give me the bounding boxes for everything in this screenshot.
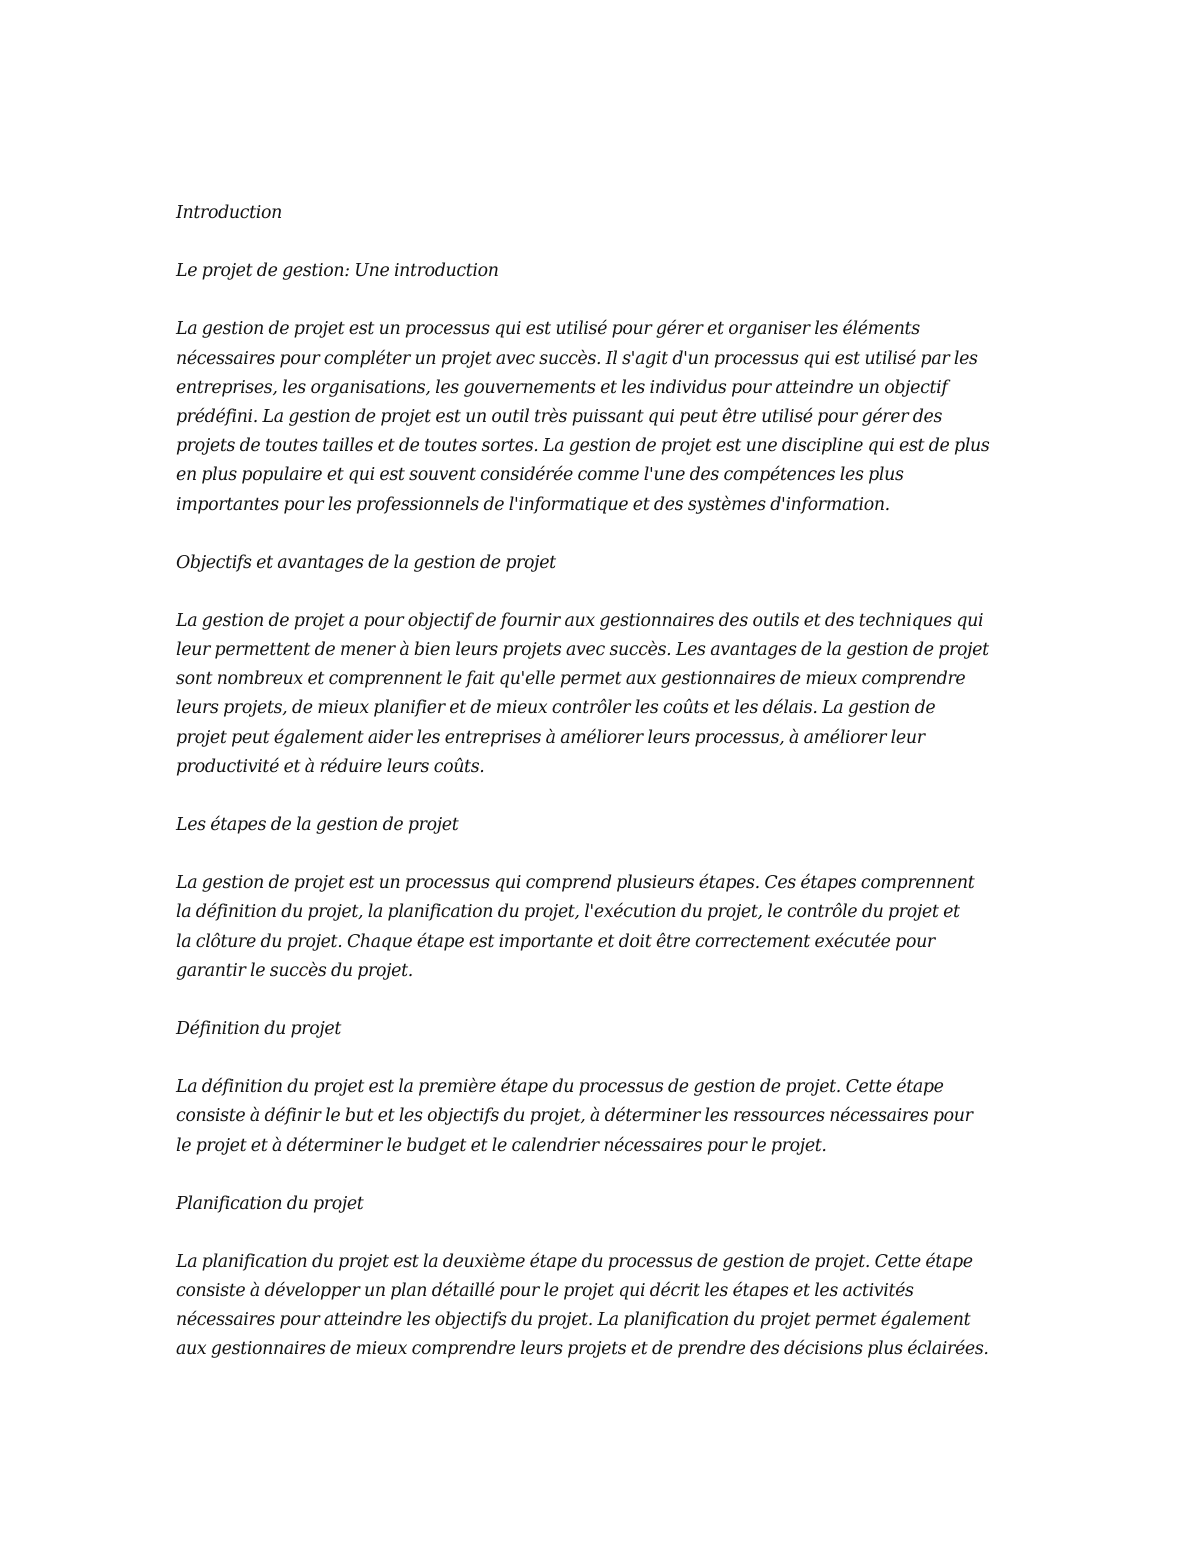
heading-line: Les étapes de la gestion de projet — [176, 815, 459, 835]
section-heading-3 — [176, 549, 1036, 578]
heading-line: Définition du projet — [176, 1018, 341, 1039]
paragraph-line: en plus populaire et qui est souvent considérée comme l'une des compétences les plus — [176, 465, 904, 486]
section-heading-4 — [176, 811, 1036, 840]
paragraph-line: le projet et à déterminer le budget et le calendrier nécessaires pour le projet. — [176, 1135, 827, 1156]
paragraph-line: importantes pour les professionnels de l'informatique et des systèmes d'information. — [176, 494, 890, 515]
paragraph-4 — [176, 1073, 1036, 1161]
paragraph-line: prédéfini. La gestion de projet est un outil très puissant qui peut être utilisé pour gérer des — [176, 406, 943, 427]
paragraph-line: consiste à développer un plan détaillé pour le projet qui décrit les étapes et les activités — [176, 1281, 914, 1302]
section-heading-1 — [176, 199, 1036, 228]
paragraph-line: garantir le succès du projet. — [176, 960, 413, 981]
paragraph-line: La planification du projet est la deuxième étape du processus de gestion de projet. Cette étape — [176, 1251, 973, 1272]
paragraph-5 — [176, 1248, 1036, 1365]
paragraph-line: la clôture du projet. Chaque étape est importante et doit être correctement exécutée pour — [176, 931, 935, 952]
paragraph-line: sont nombreux et comprennent le fait qu'elle permet aux gestionnaires de mieux comprendre — [176, 669, 966, 690]
paragraph-line: consiste à définir le but et les objectifs du projet, à déterminer les ressources nécessaires pour — [176, 1106, 973, 1127]
document-page — [176, 199, 1036, 1394]
heading-line: Le projet de gestion: Une introduction — [176, 261, 499, 282]
heading-line: Planification du projet — [176, 1193, 364, 1214]
paragraph-line: projet peut également aider les entreprises à améliorer leurs processus, à améliorer leur — [176, 727, 925, 748]
paragraph-line: productivité et à réduire leurs coûts. — [176, 756, 485, 777]
heading-line: Objectifs et avantages de la gestion de projet — [176, 552, 556, 573]
paragraph-line: aux gestionnaires de mieux comprendre leurs projets et de prendre des décisions plus éclairées. — [176, 1339, 989, 1360]
paragraph-line: leur permettent de mener à bien leurs projets avec succès. Les avantages de la gestion de projet — [176, 640, 989, 661]
paragraph-3 — [176, 869, 1036, 986]
paragraph-line: leurs projets, de mieux planifier et de mieux contrôler les coûts et les délais. La gestion de — [176, 698, 936, 719]
section-heading-6 — [176, 1190, 1036, 1219]
paragraph-line: la définition du projet, la planification du projet, l'exécution du projet, le contrôle du projet et — [176, 902, 960, 923]
paragraph-1 — [176, 315, 1036, 519]
paragraph-line: entreprises, les organisations, les gouvernements et les individus pour atteindre un objectif — [176, 377, 948, 398]
paragraph-line: La gestion de projet a pour objectif de fournir aux gestionnaires des outils et des techniques qui — [176, 610, 984, 631]
section-heading-5 — [176, 1015, 1036, 1044]
paragraph-line: nécessaires pour compléter un projet avec succès. Il s'agit d'un processus qui est utilisé par les — [176, 348, 978, 369]
heading-line: Introduction — [176, 203, 282, 223]
paragraph-line: projets de toutes tailles et de toutes sortes. La gestion de projet est une discipline qui est de plus — [176, 436, 990, 457]
paragraph-line: La gestion de projet est un processus qui est utilisé pour gérer et organiser les éléments — [176, 319, 920, 340]
paragraph-line: La gestion de projet est un processus qui comprend plusieurs étapes. Ces étapes comprennent — [176, 873, 975, 894]
paragraph-line: nécessaires pour atteindre les objectifs du projet. La planification du projet permet également — [176, 1310, 971, 1331]
paragraph-line: La définition du projet est la première étape du processus de gestion de projet. Cette étape — [176, 1077, 944, 1098]
section-heading-2 — [176, 257, 1036, 286]
paragraph-2 — [176, 607, 1036, 782]
